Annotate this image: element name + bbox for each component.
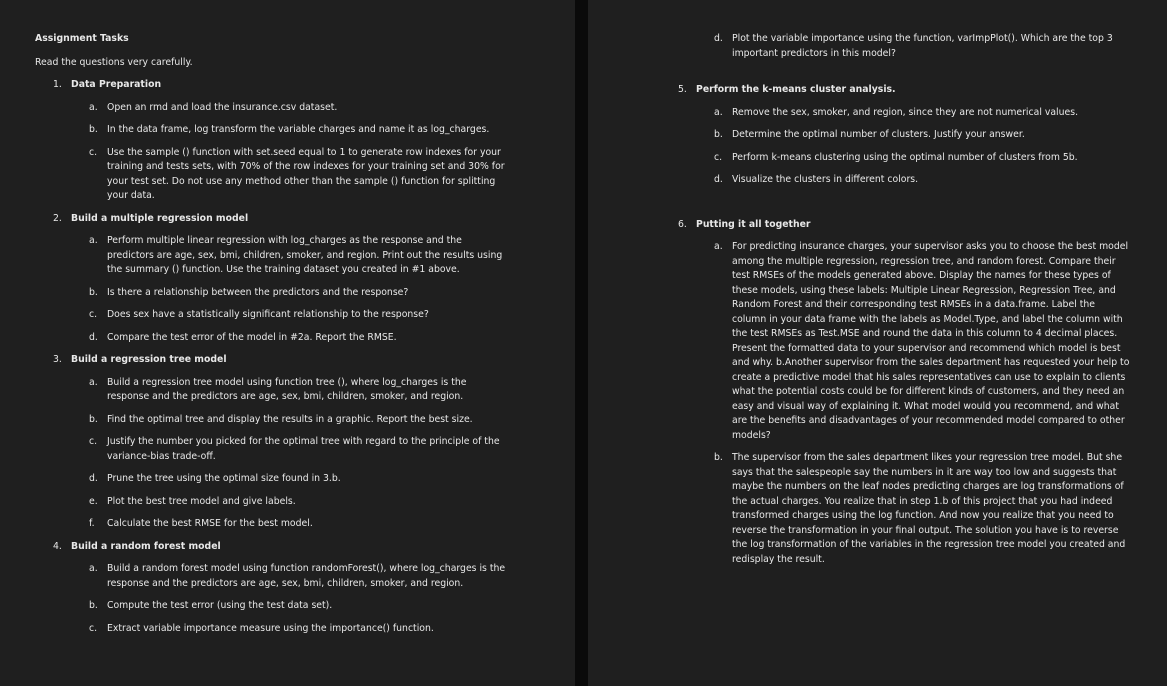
list-item: c. Justify the number you picked for the optimal tree with regard to the principle of the variance-bias trade-off. <box>89 436 500 462</box>
list-item: d. Compare the test error of the model in #2a. Report the RMSE. <box>89 331 397 343</box>
section-5 <box>678 83 1167 98</box>
section-6-items <box>714 240 1130 567</box>
list-item: e. Plot the best tree model and give labels. <box>89 495 296 507</box>
document-title: Assignment Tasks <box>35 33 129 44</box>
section-heading: 3. Build a regression tree model <box>53 354 227 365</box>
document-page-left <box>0 0 575 686</box>
section-5-items <box>714 106 1130 188</box>
section-heading: 2. Build a multiple regression model <box>53 212 249 224</box>
section-2 <box>53 212 575 227</box>
section-1 <box>53 78 575 93</box>
list-item: a. Build a regression tree model using function tree (), where log_charges is the response and the predictors are age, sex, bmi, children, smoker, and region. <box>89 376 467 402</box>
list-item: c. Does sex have a statistically significant relationship to the response? <box>89 309 429 320</box>
list-item: a. For predicting insurance charges, your supervisor asks you to choose the best model among the multiple regression, regression tree, and random forest. Compare their test RMSEs of the models generated above. Display the names for these types of these models, using these labels: Multiple Linear Regression, Regression Tree, and Random Forest and their corresponding test RMSEs in a data.frame. Label the column in your data frame with the labels as Model.Type, and label the column with the test RMSEs as Test.MSE and round the data in this column to 4 decimal places. Present the formatted data to your supervisor and recommend which model is best and why. b.Another supervisor from the sales department has requested your help to create a predictive model that his sales representatives can use to explain to clients what the potential costs could be for different kinds of customers, and they need an easy and visual way of explaining it. What model would you recommend, and what are the benefits and disadvantages of your recommended model compared to other models? <box>714 241 1130 441</box>
section-heading: 6. Putting it all together <box>678 218 811 230</box>
list-item: a. Open an rmd and load the insurance.csv dataset. <box>89 101 338 113</box>
list-item: b. Find the optimal tree and display the results in a graphic. Report the best size. <box>89 413 473 425</box>
section-heading: 5. Perform the k-means cluster analysis. <box>678 84 896 95</box>
section-4 <box>53 540 575 555</box>
list-item: d. Visualize the clusters in different colors. <box>714 174 919 185</box>
section-4-items <box>89 562 507 636</box>
section-1-items <box>89 101 507 204</box>
list-item: b. The supervisor from the sales department likes your regression tree model. But she says that the salespeople say the numbers in it are way too low and suggests that maybe the numbers on the leaf nodes predicting charges are log transformations of the actual charges. You realize that in step 1.b of this project that you had indeed transformed charges using the log function. And now you realize that you need to reverse the transformation in your final output. The solution you have is to reverse the log transformation of the variables in the regression tree model you created and redisplay the result. <box>714 452 1126 565</box>
section-3 <box>53 353 575 368</box>
list-item: d. Prune the tree using the optimal size found in 3.b. <box>89 473 341 484</box>
list-item: c. Use the sample () function with set.seed equal to 1 to generate row indexes for your training and tests sets, with 70% of the row indexes for your training set and 30% for your test set. Do not use any method other than the sample () function for splitting your data. <box>89 146 505 201</box>
list-item: b. Determine the optimal number of clusters. Justify your answer. <box>714 129 1025 140</box>
document-page-right <box>588 0 1167 686</box>
list-item: b. Compute the test error (using the test data set). <box>89 600 333 611</box>
section-3-items <box>89 376 507 532</box>
page-gap <box>575 0 588 686</box>
section-heading: 4. Build a random forest model <box>53 540 221 552</box>
list-item: a. Perform multiple linear regression with log_charges as the response and the predictors are age, sex, bmi, children, smoker, and region. Print out the results using the summary () function. Use the training dataset you created in #1 above. <box>89 235 503 275</box>
list-item: b. In the data frame, log transform the variable charges and name it as log_charges. <box>89 124 490 135</box>
intro-text: Read the questions very carefully. <box>35 56 193 68</box>
list-item: c. Perform k-means clustering using the optimal number of clusters from 5b. <box>714 151 1078 163</box>
list-item: d. Plot the variable importance using the function, varImpPlot(). Which are the top 3 important predictors in this model? <box>714 33 1113 59</box>
list-item: a. Build a random forest model using function randomForest(), where log_charges is the response and the predictors are age, sex, bmi, children, smoker, and region. <box>89 563 506 589</box>
list-item: b. Is there a relationship between the predictors and the response? <box>89 286 409 298</box>
section-2-items <box>89 234 507 345</box>
list-item: c. Extract variable importance measure using the importance() function. <box>89 622 434 634</box>
section-4-continued <box>714 32 1130 61</box>
list-item: a. Remove the sex, smoker, and region, since they are not numerical values. <box>714 106 1079 118</box>
section-6 <box>678 218 1167 233</box>
list-item: f. Calculate the best RMSE for the best model. <box>89 518 313 529</box>
section-heading: 1. Data Preparation <box>53 79 162 90</box>
